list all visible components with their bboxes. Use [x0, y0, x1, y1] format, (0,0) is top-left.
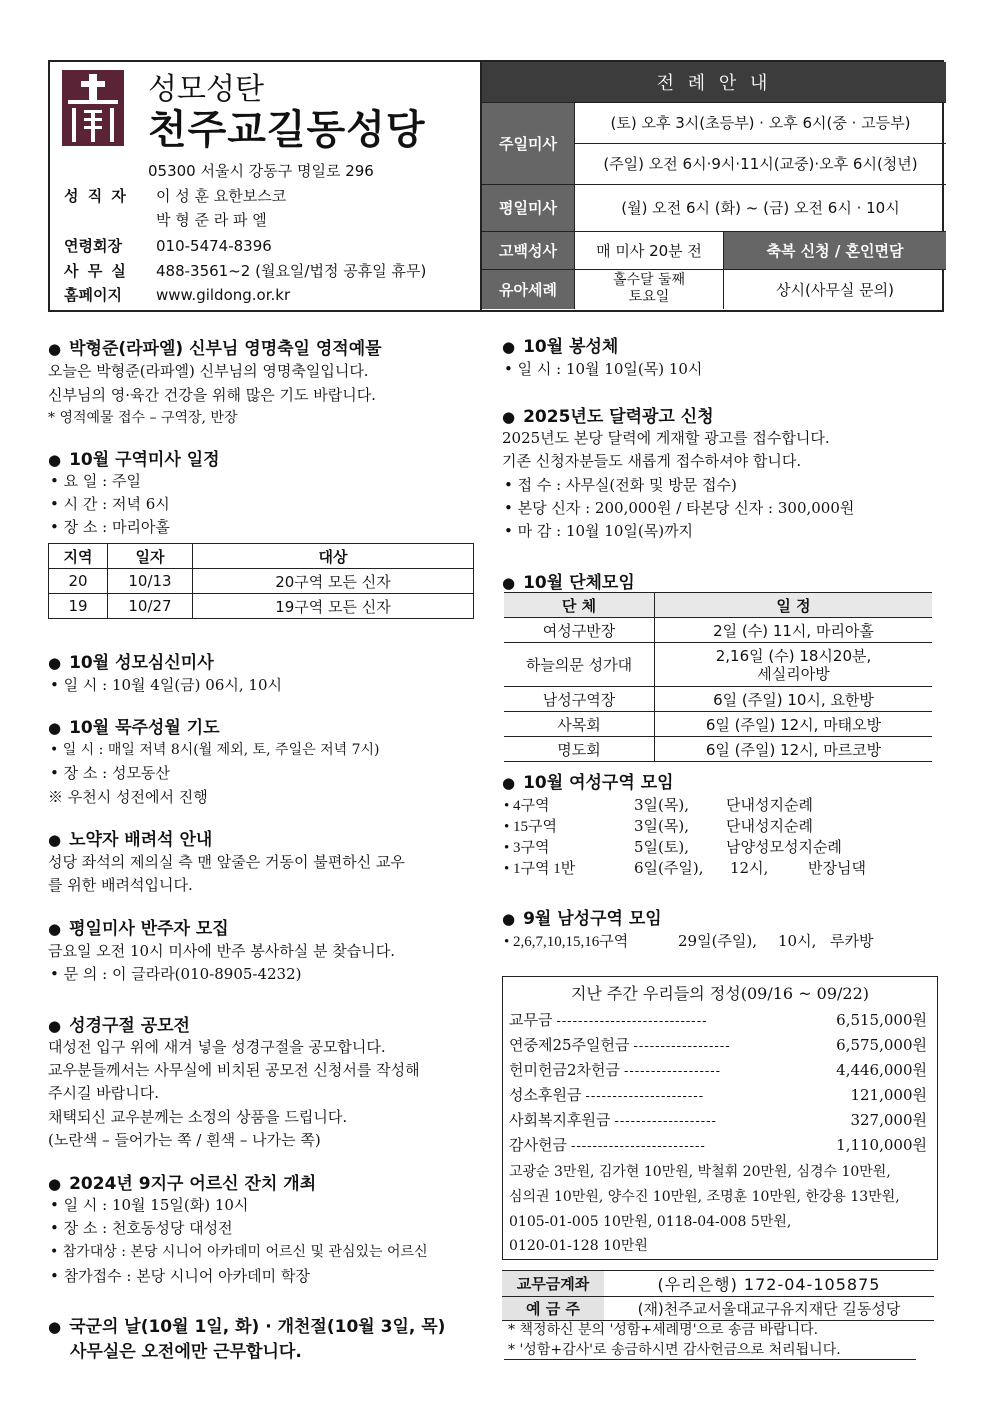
women-district-cell: • 15구역	[504, 819, 557, 835]
s8-line-3: • 참가대상 : 본당 시니어 아카데미 어르신 및 관심있는 어르신	[50, 1244, 428, 1260]
offering-item-name: 헌미헌금2차헌금	[509, 1061, 620, 1079]
account-note-underline	[504, 1359, 916, 1360]
church-title: 천주교길동성당	[148, 107, 426, 153]
offering-item	[509, 1109, 717, 1130]
baptism-schedule-2: 토요일	[628, 289, 670, 306]
offering-item-amount: 121,000원	[850, 1086, 927, 1104]
church-logo-icon	[62, 70, 124, 146]
r3-title-text: 10월 단체모임	[523, 573, 635, 593]
women-district-cell: 남양성모성지순례	[726, 838, 842, 856]
r2-line-1: 2025년도 본당 달력에 게재할 광고를 접수합니다.	[502, 429, 830, 447]
table-row	[504, 737, 932, 762]
account-note-2: * '성함+감사'로 송금하시면 감사헌금으로 처리됩니다.	[508, 1342, 841, 1358]
leader-row	[64, 235, 272, 256]
r2-line-5: • 마 감 : 10월 10일(목)까지	[504, 522, 694, 540]
s9-title-text-1: 국군의 날(10월 1일, 화) · 개천절(10월 3일, 목)	[69, 1317, 446, 1337]
office-row	[64, 260, 426, 281]
s2-line-1: • 요 일 : 주일	[50, 472, 141, 490]
women-district-cell: 12시,	[730, 859, 769, 877]
col-header: 일자	[108, 544, 193, 569]
group-name: 여성구반장	[504, 618, 655, 643]
women-district-cell: • 4구역	[504, 798, 550, 814]
group-schedule: 6일 (주일) 10시, 요한방	[655, 687, 933, 712]
sunday-mass-sat: (토) 오후 3시(초등부) · 오후 6시(중 · 고등부)	[575, 102, 947, 143]
group-schedule: 6일 (주일) 12시, 마태오방	[655, 712, 933, 737]
priest-2: 박 형 준 라 파 엘	[156, 211, 267, 229]
table-row	[504, 712, 932, 737]
offering-item	[509, 1034, 731, 1055]
offering-item-amount: 327,000원	[850, 1111, 927, 1129]
r2-title-text: 2025년도 달력광고 신청	[523, 407, 714, 427]
mass-schedule-table	[482, 62, 946, 309]
table-row	[504, 687, 932, 712]
s2-title-text: 10월 구역미사 일정	[69, 450, 220, 470]
women-district-cell: 3일(목),	[634, 796, 689, 814]
district-mass-table	[48, 543, 474, 619]
women-district-cell: 3일(목),	[634, 817, 689, 835]
offering-item-dashes: ----------------------------	[556, 1014, 708, 1029]
offering-note-4: 0120-01-128 10만원	[509, 1238, 648, 1254]
offering-item	[509, 1059, 721, 1080]
offering-item-name: 연중제25주일헌금	[509, 1036, 630, 1054]
church-info-panel	[50, 62, 480, 310]
table-row	[504, 618, 932, 643]
church-subtitle: 성모성탄	[148, 72, 264, 107]
s7-line-4: 채택되신 교우분께는 소정의 상품을 드립니다.	[48, 1108, 348, 1126]
col-header: 단 체	[504, 593, 655, 618]
baptism-schedule-1: 홀수달 둘째	[612, 272, 686, 289]
r2-title: ● 2025년도 달력광고 신청	[502, 407, 714, 427]
offering-note-2: 심의권 10만원, 양수진 10만원, 조명훈 10만원, 한강용 13만원,	[509, 1189, 900, 1205]
offering-box	[502, 976, 938, 1260]
s1-title: ● 박형준(라파엘) 신부님 영명축일 영적예물	[48, 339, 382, 359]
group-schedule: 2일 (수) 11시, 마리아홀	[655, 618, 933, 643]
group-name: 명도회	[504, 737, 655, 762]
s8-line-1: • 일 시 : 10월 15일(화) 10시	[50, 1196, 249, 1214]
confession-time: 매 미사 20분 전	[575, 231, 724, 269]
offering-item-name: 사회복지후원금	[509, 1111, 611, 1129]
priests-row	[64, 185, 286, 206]
s4-line-1: • 일 시 : 매일 저녁 8시(월 제외, 토, 주일은 저녁 7시)	[50, 742, 380, 758]
s3-line-1: • 일 시 : 10월 4일(금) 06시, 10시	[50, 676, 282, 694]
s5-line-1: 성당 좌석의 제의실 측 맨 앞줄은 거동이 불편하신 교우	[48, 853, 405, 871]
r1-title: ● 10월 봉성체	[502, 337, 619, 357]
offering-item	[509, 1009, 707, 1030]
account-number: (우리은행) 172-04-105875	[657, 1275, 881, 1294]
s8-title: ● 2024년 9지구 어르신 잔치 개최	[48, 1174, 317, 1194]
women-district-cell: • 1구역 1반	[504, 861, 576, 877]
r4-title-text: 10월 여성구역 모임	[523, 773, 674, 793]
r2-line-2: 기존 신청자분들도 새롭게 접수하셔야 합니다.	[502, 452, 802, 470]
s2-line-2: • 시 간 : 저녁 6시	[50, 495, 170, 513]
table-cell: 19	[49, 594, 108, 619]
mass-info-panel	[480, 62, 946, 310]
r5-line-2: 29일(주일),	[678, 932, 758, 950]
offering-note-3: 0105-01-005 10만원, 0118-04-008 5만원,	[509, 1214, 792, 1230]
r5-line-4: 루카방	[830, 932, 874, 950]
col-header: 지역	[49, 544, 108, 569]
s7-line-3: 주시길 바랍니다.	[48, 1084, 159, 1102]
s8-title-text: 2024년 9지구 어르신 잔치 개최	[69, 1174, 317, 1194]
s5-title-text: 노약자 배려석 안내	[69, 830, 213, 850]
table-cell: 20구역 모든 신자	[193, 569, 474, 594]
offering-item-dashes: -------------------------	[570, 1139, 706, 1154]
account-label: 교무금계좌	[502, 1271, 604, 1297]
table-cell: 10/27	[108, 594, 193, 619]
offering-item-dashes: ------------------	[623, 1064, 722, 1079]
table-row	[49, 569, 474, 594]
s7-title: ● 성경구절 공모전	[48, 1016, 190, 1036]
s1-line-3: * 영적예물 접수 – 구역장, 반장	[48, 410, 238, 426]
s1-line-2: 신부님의 영·육간 건강을 위해 많은 기도 바랍니다.	[48, 386, 376, 404]
offering-note-1: 고광순 3만원, 김가현 10만원, 박철휘 20만원, 심경수 10만원,	[509, 1164, 891, 1180]
s5-line-2: 를 위한 배려석입니다.	[48, 876, 193, 894]
baptism-label: 유아세례	[482, 269, 575, 309]
offering-item-dashes: -------------------	[614, 1114, 717, 1129]
s6-title: ● 평일미사 반주자 모집	[48, 919, 229, 939]
homepage-link[interactable]: www.gildong.or.kr	[156, 286, 291, 304]
offering-item-name: 교무금	[509, 1011, 553, 1029]
group-name: 하늘의문 성가대	[504, 643, 655, 687]
offering-item-name: 성소후원금	[509, 1086, 582, 1104]
table-row	[49, 594, 474, 619]
offering-item-dashes: ----------------------	[585, 1089, 705, 1104]
s1-line-1: 오늘은 박형준(라파엘) 신부님의 영명축일입니다.	[48, 362, 369, 380]
s8-line-2: • 장 소 : 천호동성당 대성전	[50, 1219, 233, 1237]
women-district-cell: 반장님댁	[808, 859, 866, 877]
s6-line-1: 금요일 오전 10시 미사에 반주 봉사하실 분 찾습니다.	[48, 942, 396, 960]
s6-line-2: • 문 의 : 이 글라라(010-8905-4232)	[50, 965, 302, 983]
group-meeting-table	[504, 592, 932, 762]
s4-line-2: • 장 소 : 성모동산	[50, 764, 170, 782]
s1-title-text: 박형준(라파엘) 신부님 영명축일 영적예물	[69, 339, 382, 359]
r5-line-1: • 2,6,7,10,15,16구역	[504, 934, 629, 950]
women-district-cell: 6일(주일),	[634, 859, 704, 877]
leader-label: 연령회장	[64, 237, 122, 255]
offering-item-amount: 1,110,000원	[836, 1136, 927, 1154]
offering-item	[509, 1084, 704, 1105]
r5-title: ● 9월 남성구역 모임	[502, 909, 662, 929]
sunday-mass-sun: (주일) 오전 6시·9시·11시(교중)·오후 6시(청년)	[575, 143, 947, 184]
r2-line-3: • 접 수 : 사무실(전화 및 방문 접수)	[504, 476, 737, 494]
baptism-note: 상시(사무실 문의)	[724, 269, 947, 309]
r1-title-text: 10월 봉성체	[523, 337, 619, 357]
s3-title: ● 10월 성모심신미사	[48, 653, 214, 673]
r3-title: ● 10월 단체모임	[502, 573, 635, 593]
homepage-label: 홈페이지	[64, 286, 122, 304]
s9-title-2: 사무실은 오전에만 근무합니다.	[70, 1342, 302, 1362]
offering-item-dashes: ------------------	[633, 1039, 731, 1054]
sunday-mass-label: 주일미사	[482, 102, 575, 184]
s9-title: ● 국군의 날(10월 1일, 화) · 개천절(10월 3일, 목)	[48, 1317, 446, 1337]
group-schedule-line: 세실리아방	[757, 664, 830, 683]
account-note-1: * 책정하신 분의 '성함+세례명'으로 송금 바랍니다.	[508, 1322, 819, 1338]
account-holder: (재)천주교서울대교구유지재단 길동성당	[637, 1300, 901, 1318]
r2-line-4: • 본당 신자 : 200,000원 / 타본당 신자 : 300,000원	[504, 499, 855, 517]
office-label: 사 무 실	[64, 262, 128, 280]
s3-title-text: 10월 성모심신미사	[69, 653, 214, 673]
homepage-row	[64, 284, 290, 305]
s2-title: ● 10월 구역미사 일정	[48, 450, 220, 470]
offering-item-amount: 6,515,000원	[836, 1011, 927, 1029]
table-row	[504, 643, 932, 687]
church-address: 05300 서울시 강동구 명일로 296	[148, 162, 374, 180]
s4-line-3: ※ 우천시 성전에서 진행	[48, 788, 208, 806]
s5-title: ● 노약자 배려석 안내	[48, 830, 213, 850]
office-phone: 488-3561~2 (월요일/법정 공휴일 휴무)	[156, 262, 427, 280]
baptism-schedule	[575, 269, 724, 309]
confession-label: 고백성사	[482, 231, 575, 269]
s7-line-5: (노란색 – 들어가는 쪽 / 흰색 – 나가는 쪽)	[48, 1131, 321, 1149]
col-header: 대상	[193, 544, 474, 569]
s4-title: ● 10월 묵주성월 기도	[48, 718, 220, 738]
priest-1: 이 성 훈 요한보스코	[156, 187, 287, 205]
women-district-cell: 5일(토),	[634, 838, 689, 856]
r1-line-1: • 일 시 : 10월 10일(목) 10시	[504, 360, 703, 378]
weekday-mass-label: 평일미사	[482, 184, 575, 231]
bulletin-header	[48, 60, 944, 312]
group-schedule-line: 2,16일 (수) 18시20분,	[715, 646, 872, 665]
s7-line-2: 교우분들께서는 사무실에 비치된 공모전 신청서를 작성해	[48, 1061, 420, 1079]
s6-title-text: 평일미사 반주자 모집	[69, 919, 229, 939]
s7-title-text: 성경구절 공모전	[69, 1016, 190, 1036]
weekday-mass-times: (월) 오전 6시 (화) ~ (금) 오전 6시 · 10시	[575, 184, 947, 231]
group-name: 사목회	[504, 712, 655, 737]
account-table	[502, 1270, 934, 1321]
col-header: 일 정	[655, 593, 933, 618]
offering-item-name: 감사헌금	[509, 1136, 567, 1154]
account-holder-label: 예 금 주	[502, 1297, 604, 1321]
table-cell: 10/13	[108, 569, 193, 594]
offering-item	[509, 1134, 706, 1155]
group-name: 남성구역장	[504, 687, 655, 712]
s8-line-4: • 참가접수 : 본당 시니어 아카데미 학장	[50, 1267, 310, 1285]
women-district-cell: • 3구역	[504, 840, 550, 856]
women-district-cell: 단내성지순례	[726, 796, 813, 814]
s7-line-1: 대성전 입구 위에 새겨 넣을 성경구절을 공모합니다.	[48, 1038, 386, 1056]
s4-title-text: 10월 묵주성월 기도	[69, 718, 220, 738]
r5-line-3: 10시,	[778, 932, 817, 950]
offering-item-amount: 6,575,000원	[836, 1036, 927, 1054]
women-district-cell: 단내성지순례	[726, 817, 813, 835]
r4-title: ● 10월 여성구역 모임	[502, 773, 674, 793]
blessing-label: 축복 신청 / 혼인면담	[724, 231, 947, 269]
group-schedule	[655, 643, 933, 687]
table-cell: 19구역 모든 신자	[193, 594, 474, 619]
table-cell: 20	[49, 569, 108, 594]
offering-item-amount: 4,446,000원	[836, 1061, 927, 1079]
leader-phone: 010-5474-8396	[156, 237, 272, 255]
s2-line-3: • 장 소 : 마리아홀	[50, 518, 170, 536]
group-schedule: 6일 (주일) 12시, 마르코방	[655, 737, 933, 762]
r5-title-text: 9월 남성구역 모임	[523, 909, 662, 929]
mass-info-title: 전 례 안 내	[482, 62, 946, 102]
priests-label: 성 직 자	[64, 187, 128, 205]
offering-title: 지난 주간 우리들의 정성(09/16 ~ 09/22)	[570, 984, 870, 1003]
